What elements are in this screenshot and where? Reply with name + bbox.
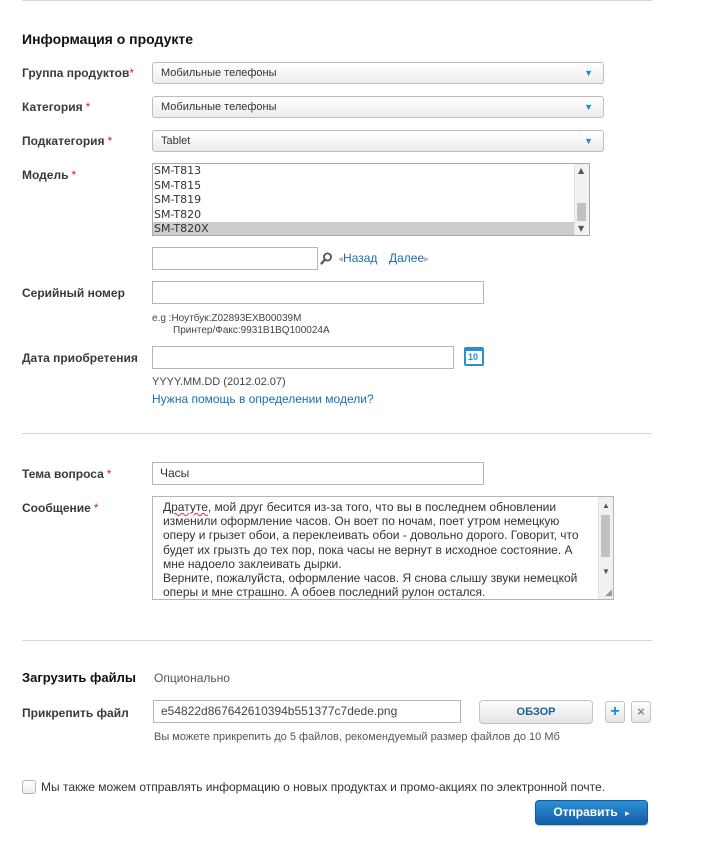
serial-number-input[interactable] [152, 281, 484, 304]
model-option[interactable]: SM-T815 [154, 178, 202, 192]
subject-input[interactable]: Часы [152, 462, 484, 485]
purchase-date-input[interactable] [152, 346, 454, 369]
group-label [22, 66, 134, 80]
category-label-text: Категория [22, 100, 83, 114]
required-mark: * [107, 134, 113, 148]
plus-icon: + [610, 703, 620, 720]
next-link-label: Далее [389, 251, 425, 265]
textarea-scrollbar[interactable] [598, 497, 613, 599]
chevron-right-icon: ▸ [424, 254, 430, 265]
dropdown-arrow-icon: ▼ [584, 102, 593, 112]
chevron-left-icon: ◂ [338, 254, 344, 265]
scroll-up-icon[interactable]: ▲ [602, 501, 610, 510]
group-label-text: Группа продуктов [22, 66, 130, 80]
dropdown-arrow-icon: ▼ [584, 68, 593, 78]
message-label [22, 501, 99, 515]
message-text-body: , мой друг бесится из-за того, что вы в последнем обновлении изменили оформление часов. Он воет по ночам, поет утром немецкую оперу и грызет обои, а переклеивать обои - довольно дорого. Говорит, что будет их грызть до тех пор, пока часы не вернут в исходное состояние. А мне надоело заклеивать дырки. [163, 500, 579, 571]
message-label-text: Сообщение [22, 501, 91, 515]
subscribe-label[interactable]: Мы также можем отправлять информацию о новых продуктах и промо-акциях по электронной почте. [41, 780, 606, 794]
required-mark: * [71, 168, 77, 182]
model-help-link[interactable]: Нужна помощь в определении модели? [152, 392, 374, 406]
upload-note: Вы можете прикрепить до 5 файлов, рекомендуемый размер файлов до 10 Мб [154, 731, 560, 743]
scroll-down-icon[interactable]: ▼ [602, 567, 610, 576]
category-value: Мобильные телефоны [161, 101, 277, 113]
model-listbox[interactable] [152, 163, 590, 236]
model-option[interactable]: SM-T819 [154, 193, 202, 206]
model-label [22, 168, 76, 182]
required-mark: * [129, 66, 134, 80]
product-group-select[interactable] [152, 62, 604, 84]
serial-hint-line2: Принтер/Факс:9931B1BQ100024A [173, 325, 330, 336]
close-icon: × [637, 704, 645, 719]
date-format-hint: YYYY.MM.DD (2012.02.07) [152, 376, 286, 388]
search-icon[interactable] [320, 252, 333, 265]
section-divider [22, 640, 652, 641]
scrollbar-thumb[interactable] [577, 203, 586, 221]
scroll-up-icon[interactable]: ▲ [578, 166, 585, 175]
model-option[interactable]: SM-T820 [154, 207, 202, 221]
subject-label-text: Тема вопроса [22, 467, 104, 481]
submit-button[interactable] [535, 800, 648, 825]
serial-label: Серийный номер [22, 286, 125, 300]
top-divider [22, 0, 652, 1]
arrow-right-icon: ▸ [625, 808, 630, 818]
next-link[interactable] [389, 251, 429, 265]
subcategory-label [22, 134, 112, 148]
message-first-word: Дратуте [163, 500, 208, 514]
category-select[interactable] [152, 96, 604, 118]
resize-grip-icon[interactable]: ◢ [605, 587, 612, 597]
message-text-line2: Верните, пожалуйста, оформление часов. Я снова слышу звуки немецкой оперы и мне страшно. А обоев последний рулон остался. [163, 571, 578, 600]
subcategory-label-text: Подкатегория [22, 134, 105, 148]
back-link-label: Назад [343, 251, 378, 265]
message-textarea[interactable] [152, 496, 614, 600]
section-title-upload: Загрузить файлы [22, 670, 136, 685]
subcategory-value: Tablet [161, 135, 191, 147]
calendar-icon[interactable] [464, 347, 484, 366]
remove-file-button[interactable] [631, 701, 651, 723]
purchase-date-label: Дата приобретения [22, 351, 138, 365]
serial-hint-line1: e.g :Ноутбук:Z02893EXB00039M [152, 313, 302, 324]
browse-button[interactable]: ОБЗОР [479, 700, 593, 724]
back-link[interactable] [338, 251, 377, 265]
add-file-button[interactable] [605, 701, 625, 723]
model-search-input[interactable] [152, 247, 318, 270]
section-divider [22, 433, 652, 434]
optional-label: Опционально [154, 671, 230, 685]
subject-label [22, 467, 111, 481]
message-text [163, 500, 595, 599]
section-title-product-info: Информация о продукте [22, 31, 194, 47]
attach-file-label: Прикрепить файл [22, 706, 129, 720]
category-label [22, 100, 90, 114]
required-mark: * [85, 100, 91, 114]
scroll-down-icon[interactable]: ▼ [578, 224, 585, 233]
dropdown-arrow-icon: ▼ [584, 136, 593, 146]
model-label-text: Модель [22, 168, 69, 182]
calendar-day: 10 [468, 352, 479, 362]
model-option[interactable]: SM-T813 [154, 164, 202, 177]
required-mark: * [106, 467, 112, 481]
required-mark: * [93, 501, 99, 515]
model-option-selected[interactable]: SM-T820X [153, 222, 589, 236]
submit-label: Отправить [553, 805, 618, 819]
product-group-value: Мобильные телефоны [161, 67, 277, 79]
subscribe-checkbox[interactable] [22, 780, 36, 794]
scrollbar-thumb[interactable] [601, 515, 610, 557]
subcategory-select[interactable] [152, 130, 604, 152]
attached-file-input[interactable]: e54822d867642610394b551377c7dede.png [153, 700, 461, 723]
listbox-scrollbar[interactable] [574, 164, 589, 235]
